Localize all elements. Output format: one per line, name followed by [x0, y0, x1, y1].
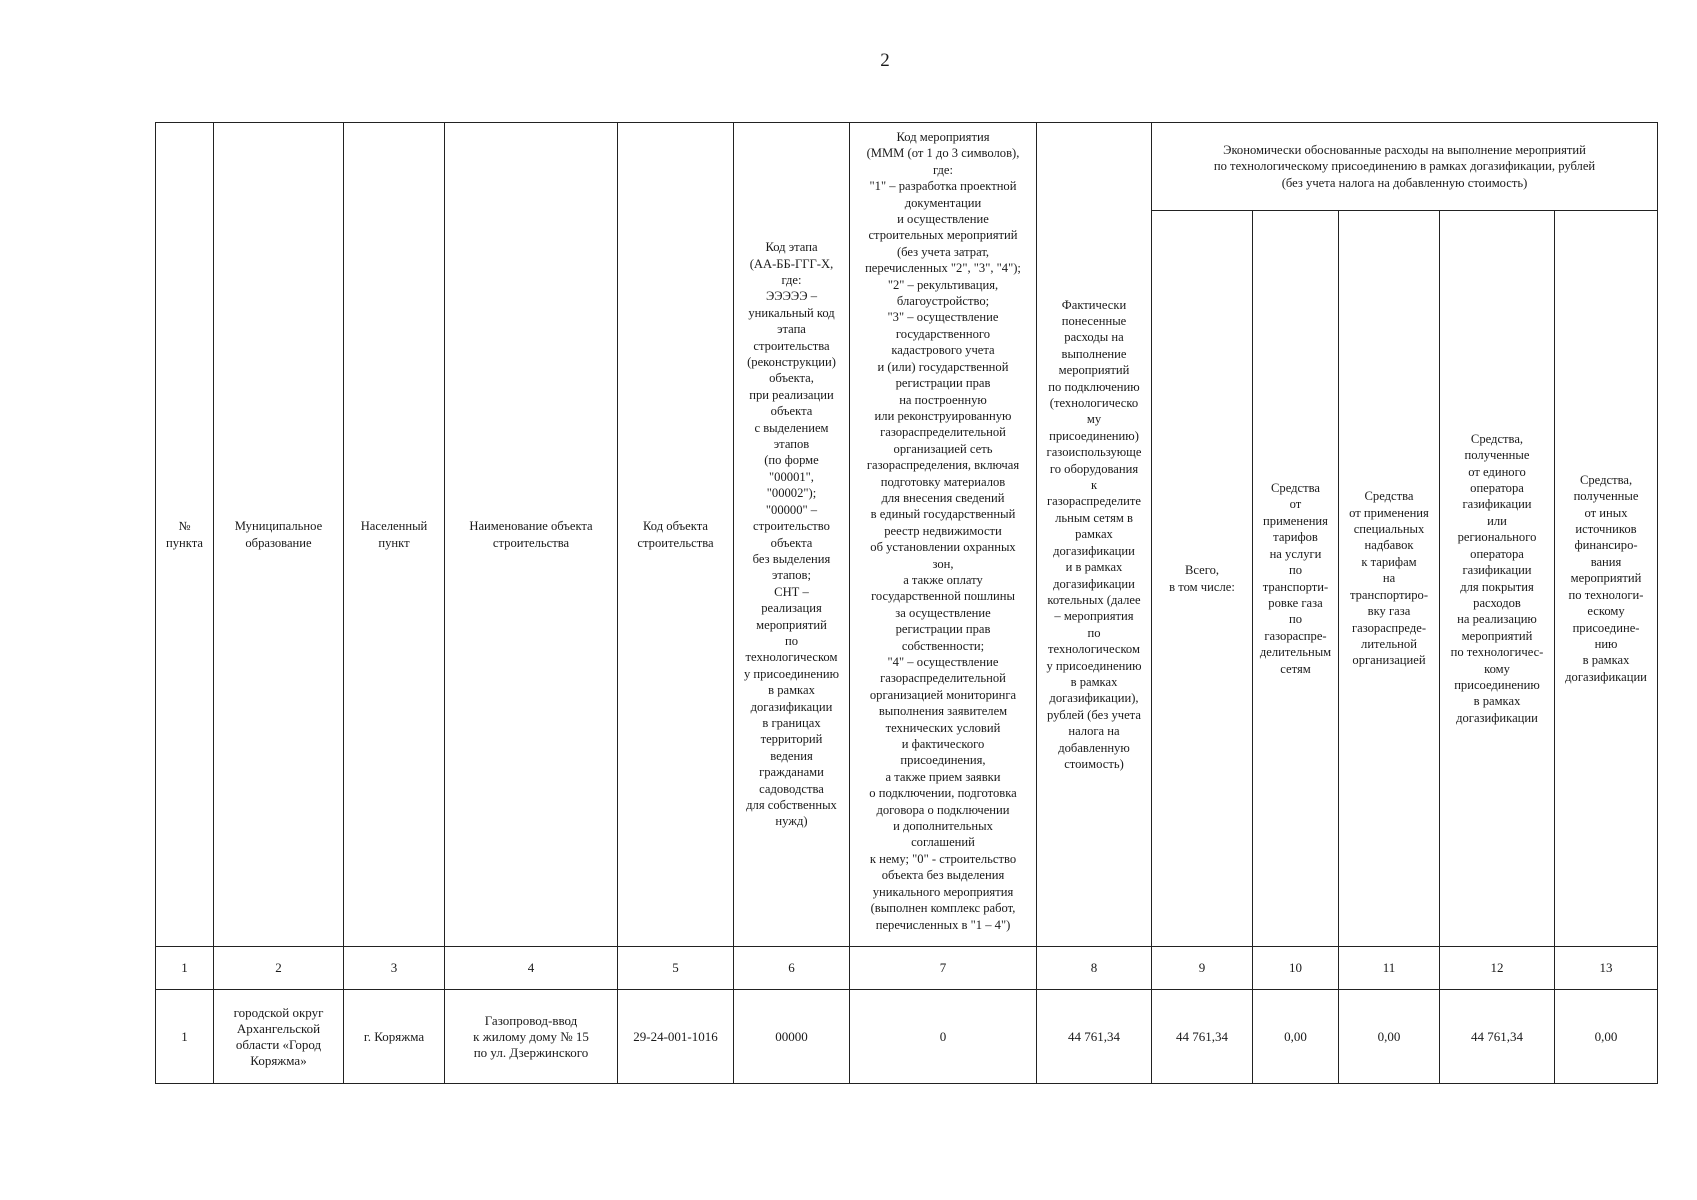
cell-stage-code: 00000 [734, 990, 850, 1084]
cell-object-name: Газопровод-ввод к жилому дому № 15 по ул. Дзержинского [445, 990, 618, 1084]
table-row [156, 990, 1658, 1084]
header-surcharge-funds: Средства от применения специальных надбавок к тарифам на транспортиро- вку газа газораспреде- лительной организацией [1339, 211, 1440, 947]
cell-operator-funds: 44 761,34 [1440, 990, 1555, 1084]
header-locality: Населенный пункт [344, 123, 445, 947]
header-other-funds: Средства, полученные от иных источников финансиро- вания мероприятий по технологи- ескому присоедине- нию в рамках догазификации [1555, 211, 1658, 947]
header-municipality: Муниципальное образование [214, 123, 344, 947]
column-number: 12 [1440, 947, 1555, 990]
column-number: 9 [1152, 947, 1253, 990]
cell-activity-code: 0 [850, 990, 1037, 1084]
header-activity-code: Код мероприятия (МММ (от 1 до 3 символов), где: "1" – разработка проектной документации и осуществление строительных мероприятий (без учета затрат, перечисленных "2", "3", "4"); "2" – рекультивация, благоустройство; "3" – осуществление государственного кадастрового учета и (или) государственной регистрации прав на построенную или реконструированную газораспределительной организацией сеть газораспределения, включая подготовку материалов для внесения сведений в единый государственный реестр недвижимости об установлении охранных зон, а также оплату государственной пошлины за осуществление регистрации прав собственности; "4" – осуществление газораспределительной организацией мониторинга выполнения заявителем технических условий и фактического присоединения, а также прием заявки о подключении, подготовка договора о подключении и дополнительных соглашений к нему; "0" - строительство объекта без выделения уникального мероприятия (выполнен комплекс работ, перечисленных в "1 – 4") [850, 123, 1037, 947]
cell-object-code: 29-24-001-1016 [618, 990, 734, 1084]
column-number: 2 [214, 947, 344, 990]
column-number: 4 [445, 947, 618, 990]
cell-municipality: городской округ Архангельской области «Город Коряжма» [214, 990, 344, 1084]
header-object-name: Наименование объекта строительства [445, 123, 618, 947]
cell-total: 44 761,34 [1152, 990, 1253, 1084]
column-number: 7 [850, 947, 1037, 990]
cell-other-funds: 0,00 [1555, 990, 1658, 1084]
cell-item-number: 1 [156, 990, 214, 1084]
column-number: 8 [1037, 947, 1152, 990]
cell-locality: г. Коряжма [344, 990, 445, 1084]
column-number: 13 [1555, 947, 1658, 990]
header-stage-code: Код этапа (АА-ББ-ГГГ-Х, где: ЭЭЭЭЭ – уникальный код этапа строительства (реконструкции) объекта, при реализации объекта с выделением этапов (по форме "00001", "00002"); "00000" – строительство объекта без выделения этапов; СНТ – реализация мероприятий по технологическом у присоединению в рамках догазификации в границах территорий ведения гражданами садоводства для собственных нужд) [734, 123, 850, 947]
column-number: 3 [344, 947, 445, 990]
header-operator-funds: Средства, полученные от единого оператора газификации или регионального оператора газификации для покрытия расходов на реализацию мероприятий по технологичес- кому присоединению в рамках догазификации [1440, 211, 1555, 947]
header-object-code: Код объекта строительства [618, 123, 734, 947]
header-actual-costs: Фактически понесенные расходы на выполнение мероприятий по подключению (технологическо му присоединению) газоиспользующе го оборудования к газораспределите льным сетям в рамках догазификации и в рамках догазификации котельных (далее – мероприятия по технологическом у присоединению в рамках догазификации), рублей (без учета налога на добавленную стоимость) [1037, 123, 1152, 947]
column-number-row [156, 947, 1658, 990]
column-number: 5 [618, 947, 734, 990]
header-total: Всего, в том числе: [1152, 211, 1253, 947]
column-number: 1 [156, 947, 214, 990]
cell-actual-costs: 44 761,34 [1037, 990, 1152, 1084]
cell-tariff-funds: 0,00 [1253, 990, 1339, 1084]
column-number: 6 [734, 947, 850, 990]
column-number: 11 [1339, 947, 1440, 990]
page-number: 2 [880, 50, 890, 71]
gasification-costs-table [155, 122, 1658, 1084]
header-item-number: № пункта [156, 123, 214, 947]
cell-surcharge-funds: 0,00 [1339, 990, 1440, 1084]
column-number: 10 [1253, 947, 1339, 990]
header-tariff-funds: Средства от применения тарифов на услуги по транспорти- ровке газа по газораспре- делительным сетям [1253, 211, 1339, 947]
header-group-economic-costs: Экономически обоснованные расходы на выполнение мероприятий по технологическому присоединению в рамках догазификации, рублей (без учета налога на добавленную стоимость) [1152, 123, 1658, 211]
